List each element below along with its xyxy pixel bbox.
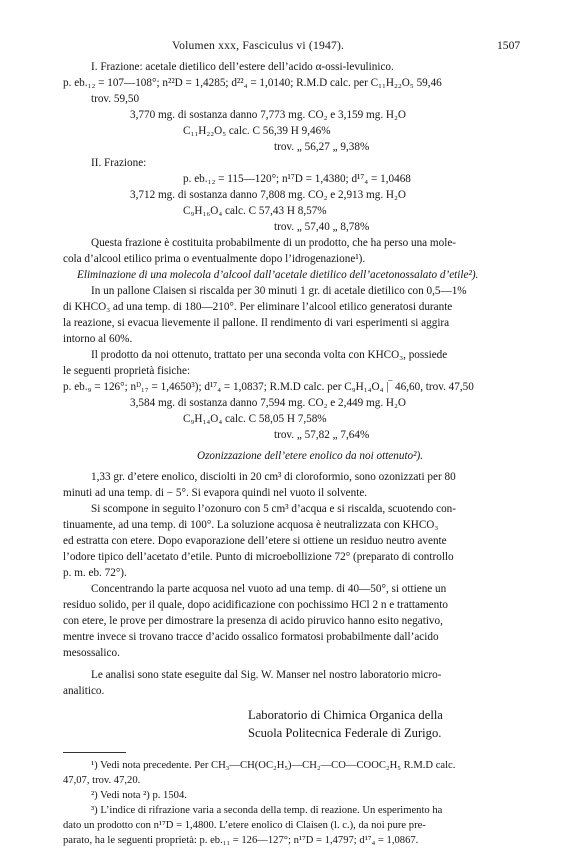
footnote-line: 47,07, trov. 47,20. (63, 775, 141, 786)
footnote-line: ³) L’indice di rifrazione varia a seconda della temp. di reazione. Un esperimento ha (91, 805, 443, 816)
body-line: p. eb.₁₂ = 115—120°; n¹⁷D = 1,4380; d¹⁷₄ = 1,0468 (183, 173, 411, 185)
body-line: Questa frazione è costituita probabilmente di un prodotto, che ha perso una mole- (91, 237, 457, 249)
body-line: Ozonizzazione dell’etere enolico da noi ottenuto²). (197, 450, 424, 462)
body-line: di KHCO₃ ad una temp. di 180—210°. Per eliminare l’alcool etilico generatosi durante (63, 301, 453, 313)
body-line: 3,584 mg. di sostanza danno 7,594 mg. CO₂ e 2,449 mg. H₂O (130, 397, 406, 409)
body-line: p. eb.₉ = 126°; nᴰ₁₇ = 1,4650³); d¹⁷₄ = 1,0837; R.M.D calc. per C₉H₁₄O₄ |‾ 46,60, trov. 47,50 (63, 381, 474, 393)
body-line: minuti ad una temp. di − 5°. Si evapora quindi nel vuoto il solvente. (63, 487, 368, 499)
body-line: p. m. eb. 72°). (63, 567, 127, 579)
body-line: la reazione, si evacua lievemente il pallone. Il rendimento di vari esperimenti si aggira (63, 317, 450, 329)
footnote-separator (63, 752, 126, 753)
body-line: tinuamente, ad una temp. di 100°. La soluzione acquosa è neutralizzata con KHCO₃ (63, 519, 439, 531)
body-line: residuo solido, per il quale, dopo acidificazione con pochissimo HCl 2 n e trattamento (63, 599, 448, 611)
footnote-line: parato, ha le seguenti proprietà: p. eb.₁₁ = 126—127°; n¹⁷D = 1,4797; d¹⁷₄ = 1,0867. (63, 835, 419, 846)
body-line: II. Frazione: (91, 157, 147, 169)
body-line: trov. „ 56,27 „ 9,38% (274, 141, 370, 153)
laboratory-affiliation-line-1: Laboratorio di Chimica Organica della (248, 708, 443, 722)
running-header: Volumen xxx, Fasciculus vi (1947). (172, 39, 345, 52)
footnote-line: ¹) Vedi nota precedente. Per CH₃—CH(OC₂H₅)—CH₂—CO—COOC₂H₅ R.M.D calc. (91, 760, 456, 771)
body-line: 3,712 mg. di sostanza danno 7,808 mg. CO₂ e 2,913 mg. H₂O (130, 189, 406, 201)
footnote-line: dato un prodotto con n¹⁷D = 1,4800. L’etere enolico di Claisen (l. c.), da noi pure pre- (63, 820, 426, 831)
laboratory-affiliation-line-2: Scuola Politecnica Federale di Zurigo. (248, 726, 442, 740)
body-line: I. Frazione: acetale dietilico dell’estere dell’acido α-ossi-levulinico. (91, 61, 394, 73)
body-line: 1,33 gr. d’etere enolico, disciolti in 20 cm³ di cloroformio, sono ozonizzati per 80 (91, 471, 456, 483)
body-line: trov. „ 57,40 „ 8,78% (274, 221, 370, 233)
analysts-line: analitico. (63, 685, 105, 697)
body-line: ed estratta con etere. Dopo evaporazione dell’etere si ottiene un residuo neutro avente (63, 535, 447, 547)
body-line: mesossalico. (63, 647, 120, 659)
body-line: cola d’alcool etilico prima o eventualmente dopo l’idrogenazione¹). (63, 253, 366, 265)
body-line: Concentrando la parte acquosa nel vuoto ad una temp. di 40—50°, si ottiene un (91, 583, 447, 595)
body-line: In un pallone Claisen si riscalda per 30 minuti 1 gr. di acetale dietilico con 0,5—1% (91, 285, 467, 297)
body-line: l’odore tipico dell’acetato d’etile. Punto di microebollizione 72° (preparato di controllo (63, 551, 454, 563)
body-line: le seguenti proprietà fisiche: (63, 365, 191, 377)
body-line: intorno al 60%. (63, 333, 133, 345)
body-line: con etere, le prove per dimostrare la presenza di acido piruvico hanno esito negativo, (63, 615, 443, 627)
body-line: 3,770 mg. di sostanza danno 7,773 mg. CO₂ e 3,159 mg. H₂O (130, 109, 406, 121)
page-number: 1507 (497, 39, 521, 52)
body-line: Eliminazione di una molecola d’alcool dall’acetale dietilico dell’acetonossalato d’etile²). (77, 269, 479, 281)
body-line: trov. 59,50 (91, 93, 140, 105)
footnote-line: ²) Vedi nota ²) p. 1504. (91, 790, 187, 801)
body-line: C₉H₁₆O₄ calc. C 57,43 H 8,57% (183, 205, 327, 217)
body-line: mentre invece si trovano tracce d’acido ossalico formatosi probabilmente dall’acido (63, 631, 439, 643)
body-line: C₁₁H₂₂O₅ calc. C 56,39 H 9,46% (183, 125, 331, 137)
analysts-line: Le analisi sono state eseguite dal Sig. W. Manser nel nostro laboratorio micro- (91, 669, 442, 681)
body-line: trov. „ 57,82 „ 7,64% (274, 429, 370, 441)
body-line: Si scompone in seguito l’ozonuro con 5 cm³ d’acqua e si riscalda, scuotendo con- (91, 503, 456, 515)
body-line: C₉H₁₄O₄ calc. C 58,05 H 7,58% (183, 413, 327, 425)
body-line: Il prodotto da noi ottenuto, trattato per una seconda volta con KHCO₃, possiede (91, 349, 448, 361)
body-line: p. eb.₁₂ = 107—108°; n²²D = 1,4285; d²²₄ = 1,0140; R.M.D calc. per C₁₁H₂₂O₅ 59,46 (63, 77, 442, 89)
